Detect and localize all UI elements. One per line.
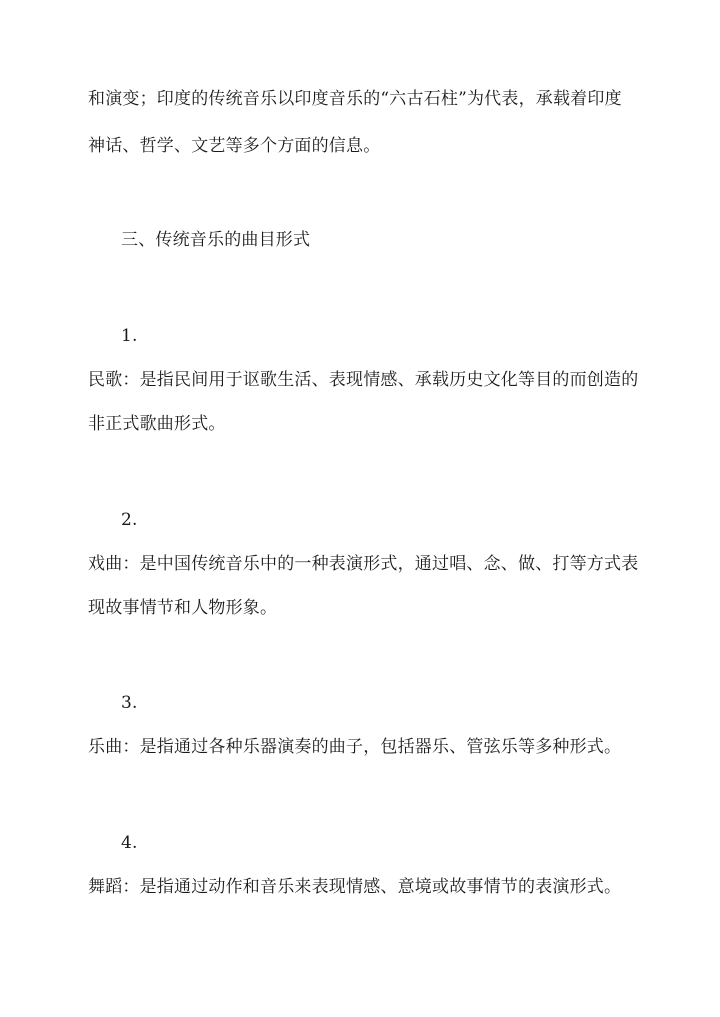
item-number-4: 4.: [121, 833, 138, 853]
item-1-line-2: 非正式歌曲形式。: [88, 414, 226, 434]
item-2-line-1: 戏曲：是中国传统音乐中的一种表演形式，通过唱、念、做、打等方式表: [88, 554, 639, 574]
item-number-2: 2.: [121, 510, 138, 530]
item-number-3: 3.: [121, 693, 138, 713]
item-2-line-2: 现故事情节和人物形象。: [88, 598, 278, 618]
intro-line-2: 神话、哲学、文艺等多个方面的信息。: [88, 136, 381, 156]
item-number-1: 1.: [121, 326, 138, 346]
item-1-line-1: 民歌：是指民间用于讴歌生活、表现情感、承载历史文化等目的而创造的: [88, 370, 639, 390]
section-heading: 三、传统音乐的曲目形式: [121, 230, 311, 250]
item-4-line-1: 舞蹈：是指通过动作和音乐来表现情感、意境或故事情节的表演形式。: [88, 877, 622, 897]
intro-line-1: 和演变；印度的传统音乐以印度音乐的“六古石柱”为代表，承载着印度: [88, 89, 622, 109]
item-3-line-1: 乐曲：是指通过各种乐器演奏的曲子，包括器乐、管弦乐等多种形式。: [88, 737, 622, 757]
